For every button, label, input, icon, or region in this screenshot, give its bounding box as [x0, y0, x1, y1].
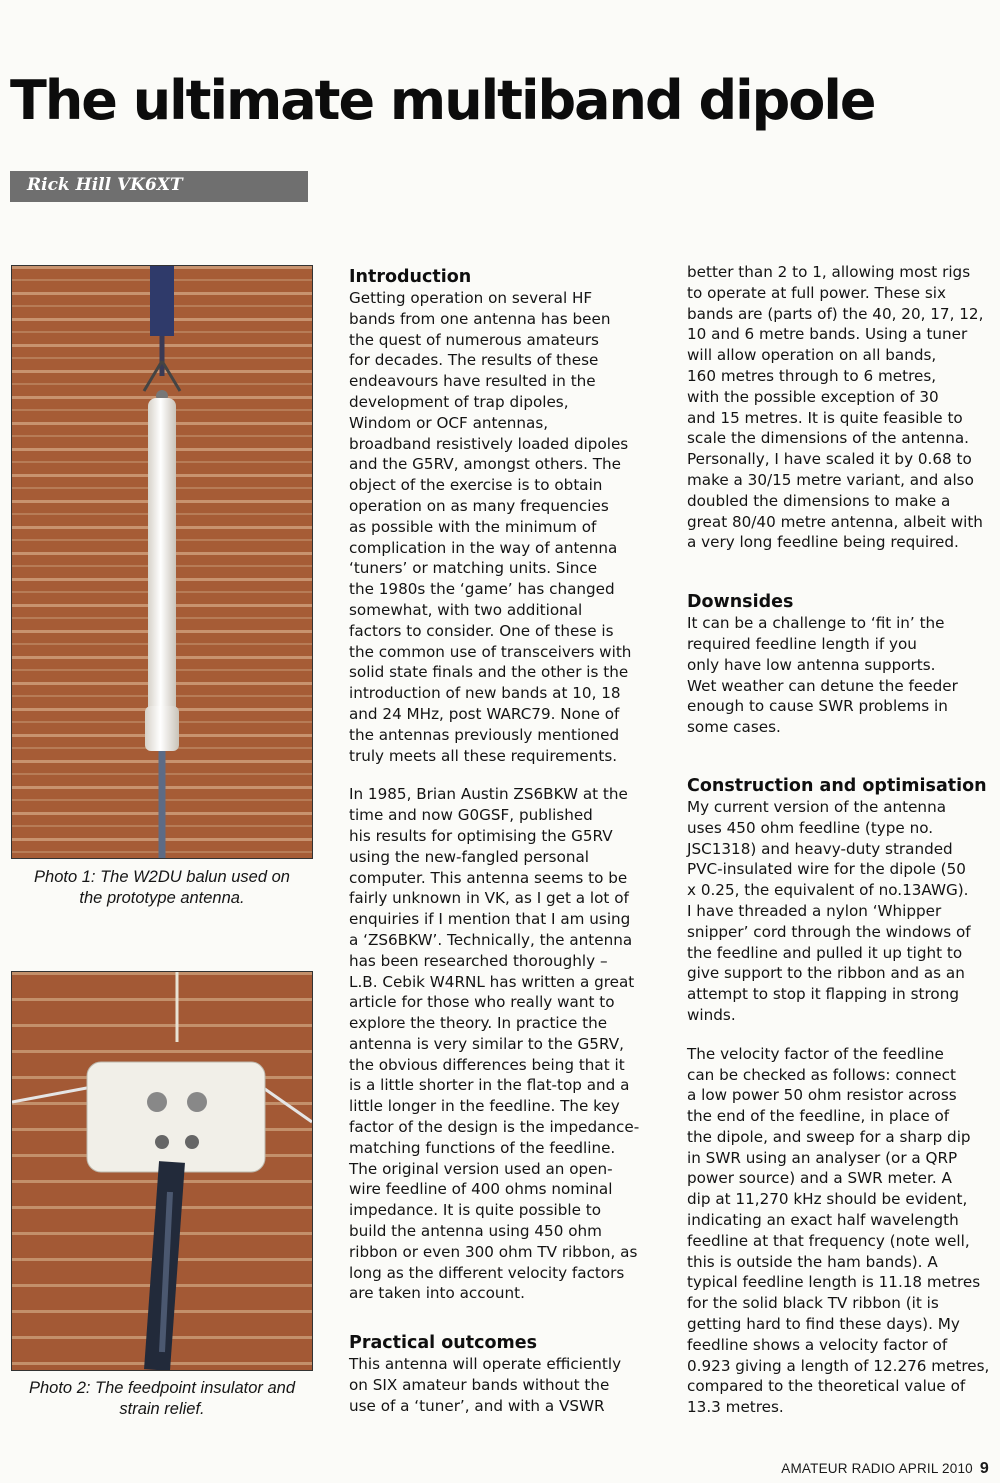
text-line: impedance. It is quite possible to — [349, 1201, 602, 1220]
downsides-paragraph — [687, 613, 982, 738]
photo-feedpoint — [11, 971, 313, 1371]
text-line: The original version used an open- — [349, 1159, 613, 1178]
text-line: feedline shows a velocity factor of — [687, 1335, 948, 1354]
text-line: a ‘ZS6BKW’. Technically, the antenna — [349, 930, 633, 949]
page-title: The ultimate multiband dipole — [10, 69, 875, 132]
text-line: operation on as many frequencies — [349, 496, 609, 515]
article-column-2 — [687, 262, 990, 1418]
text-line: article for those who really want to — [349, 993, 615, 1012]
text-line: wire feedline of 400 ohms nominal — [349, 1180, 613, 1199]
text-line: The velocity factor of the feedline — [687, 1044, 944, 1063]
text-line: ribbon or even 300 ohm TV ribbon, as — [349, 1242, 638, 1261]
text-line: enough to cause SWR problems in — [687, 697, 948, 716]
text-line: the 1980s the ‘game’ has changed — [349, 580, 615, 599]
text-line: complication in the way of antenna — [349, 538, 618, 557]
balun-illustration — [12, 266, 312, 858]
text-line: a very long feedline being required. — [687, 533, 959, 552]
caption-line: Photo 2: The feedpoint insulator and — [28, 1379, 296, 1397]
construction-paragraph-1 — [687, 797, 982, 1026]
section-heading-practical-outcomes: Practical outcomes — [349, 1333, 538, 1354]
caption-line: the prototype antenna. — [79, 889, 245, 907]
text-line: This antenna will operate efficiently — [349, 1355, 622, 1374]
text-line: object of the exercise is to obtain — [349, 476, 603, 495]
text-line: broadband resistively loaded dipoles — [349, 434, 629, 453]
text-line: the dipole, and sweep for a sharp dip — [687, 1127, 971, 1146]
text-line: 160 metres through to 6 metres, — [687, 366, 937, 385]
author-name: Rick Hill VK6XT — [27, 175, 183, 195]
text-line: the antennas previously mentioned — [349, 725, 620, 744]
text-line: compared to the theoretical value of — [687, 1377, 966, 1396]
photo-2-caption — [6, 1378, 318, 1420]
text-line: In 1985, Brian Austin ZS6BKW at the — [349, 785, 628, 804]
article-column-1 — [349, 266, 644, 1417]
text-line: explore the theory. In practice the — [349, 1014, 608, 1033]
text-line: endeavours have resulted in the — [349, 372, 596, 391]
text-line: required feedline length if you — [687, 634, 917, 653]
text-line: bands are (parts of) the 40, 20, 17, 12, — [687, 304, 984, 323]
intro-paragraph-2 — [349, 784, 644, 1304]
text-line: dip at 11,270 kHz should be evident, — [687, 1190, 968, 1209]
text-line: are taken into account. — [349, 1284, 525, 1303]
text-line: only have low antenna supports. — [687, 655, 936, 674]
text-line: and 24 MHz, post WARC79. None of — [349, 704, 620, 723]
text-line: long as the different velocity factors — [349, 1263, 625, 1282]
text-line: 0.923 giving a length of 12.276 metres, — [687, 1356, 990, 1375]
text-line: JSC1318) and heavy-duty stranded — [687, 839, 953, 858]
page-number: 9 — [979, 1460, 989, 1477]
text-line: make a 30/15 metre variant, and also — [687, 470, 974, 489]
text-line: getting hard to find these days). My — [687, 1315, 960, 1334]
text-line: matching functions of the feedline. — [349, 1138, 616, 1157]
text-line: is a little shorter in the flat-top and a — [349, 1076, 630, 1095]
text-line: with the possible exception of 30 — [687, 387, 939, 406]
text-line: the end of the feedline, in place of — [687, 1107, 950, 1126]
photo-balun — [11, 265, 313, 859]
text-line: power source) and a SWR meter. A — [687, 1169, 952, 1188]
text-line: and 15 metres. It is quite feasible to — [687, 408, 963, 427]
text-line: My current version of the antenna — [687, 797, 946, 816]
text-line: L.B. Cebik W4RNL has written a great — [349, 972, 635, 991]
text-line: 10 and 6 metre bands. Using a tuner — [687, 325, 968, 344]
text-line: winds. — [687, 1005, 736, 1024]
text-line: the quest of numerous amateurs — [349, 330, 599, 349]
text-line: doubled the dimensions to make a — [687, 491, 951, 510]
text-line: as possible with the minimum of — [349, 517, 597, 536]
text-line: somewhat, with two additional — [349, 600, 583, 619]
text-line: PVC-insulated wire for the dipole (50 — [687, 860, 966, 879]
text-line: antenna is very similar to the G5RV, — [349, 1034, 624, 1053]
text-line: introduction of new bands at 10, 18 — [349, 684, 621, 703]
text-line: uses 450 ohm feedline (type no. — [687, 818, 934, 837]
text-line: I have threaded a nylon ‘Whipper — [687, 901, 942, 920]
text-line: ‘tuners’ or matching units. Since — [349, 559, 598, 578]
text-line: for decades. The results of these — [349, 351, 599, 370]
text-line: some cases. — [687, 718, 781, 737]
text-line: solid state finals and the other is the — [349, 663, 629, 682]
text-line: will allow operation on all bands, — [687, 346, 937, 365]
author-bar — [10, 171, 308, 202]
text-line: scale the dimensions of the antenna. — [687, 429, 969, 448]
text-line: attempt to stop it flapping in strong — [687, 985, 959, 1004]
magazine-issue: AMATEUR RADIO APRIL 2010 — [781, 1461, 973, 1476]
text-line: using the new-fangled personal — [349, 847, 590, 866]
text-line: can be checked as follows: connect — [687, 1065, 956, 1084]
text-line: on SIX amateur bands without the — [349, 1376, 610, 1395]
text-line: a low power 50 ohm resistor across — [687, 1086, 957, 1105]
text-line: build the antenna using 450 ohm — [349, 1222, 602, 1241]
intro-paragraph-1 — [349, 288, 644, 766]
photo-1-caption — [14, 867, 310, 909]
feedpoint-illustration — [12, 972, 312, 1370]
construction-paragraph-2 — [687, 1044, 990, 1418]
text-line: 13.3 metres. — [687, 1398, 784, 1417]
text-line: bands from one antenna has been — [349, 309, 611, 328]
text-line: factor of the design is the impedance- — [349, 1118, 640, 1137]
text-line: great 80/40 metre antenna, albeit with — [687, 512, 983, 531]
text-line: Getting operation on several HF — [349, 289, 593, 307]
section-heading-downsides: Downsides — [687, 592, 794, 613]
text-line: fairly unknown in VK, as I get a lot of — [349, 889, 629, 908]
caption-line: strain relief. — [119, 1400, 205, 1418]
text-line: feedline at that frequency (note well, — [687, 1231, 970, 1250]
text-line: It can be a challenge to ‘fit in’ the — [687, 614, 945, 633]
text-line: indicating an exact half wavelength — [687, 1211, 959, 1230]
section-heading-introduction: Introduction — [349, 267, 472, 287]
text-line: better than 2 to 1, allowing most rigs — [687, 263, 971, 281]
text-line: to operate at full power. These six — [687, 283, 947, 302]
text-line: in SWR using an analyser (or a QRP — [687, 1148, 958, 1167]
text-line: x 0.25, the equivalent of no.13AWG). — [687, 881, 969, 900]
text-line: the obvious differences being that it — [349, 1055, 625, 1074]
text-line: use of a ‘tuner’, and with a VSWR — [349, 1396, 605, 1415]
text-line: little longer in the feedline. The key — [349, 1097, 620, 1116]
text-line: has been researched thoroughly – — [349, 951, 608, 970]
practical-paragraph-start — [349, 1354, 644, 1416]
text-line: enquiries if I mention that I am using — [349, 910, 631, 929]
practical-paragraph-end — [687, 262, 982, 553]
text-line: the feedline and pulled it up tight to — [687, 943, 963, 962]
text-line: Wet weather can detune the feeder — [687, 676, 958, 695]
text-line: Windom or OCF antennas, — [349, 413, 549, 432]
text-line: time and now G0GSF, published — [349, 806, 593, 825]
text-line: Personally, I have scaled it by 0.68 to — [687, 450, 972, 469]
text-line: his results for optimising the G5RV — [349, 826, 613, 845]
text-line: give support to the ribbon and as an — [687, 964, 965, 983]
text-line: typical feedline length is 11.18 metres — [687, 1273, 981, 1292]
text-line: this is outside the ham bands). A — [687, 1252, 938, 1271]
section-heading-construction: Construction and optimisation — [687, 775, 987, 796]
text-line: snipper’ cord through the windows of — [687, 922, 971, 941]
caption-line: Photo 1: The W2DU balun used on — [34, 868, 290, 886]
page-footer — [781, 1460, 989, 1478]
text-line: development of trap dipoles, — [349, 392, 569, 411]
text-line: the common use of transceivers with — [349, 642, 632, 661]
text-line: and the G5RV, amongst others. The — [349, 455, 621, 474]
text-line: computer. This antenna seems to be — [349, 868, 628, 887]
text-line: truly meets all these requirements. — [349, 746, 618, 765]
text-line: for the solid black TV ribbon (it is — [687, 1294, 939, 1313]
text-line: factors to consider. One of these is — [349, 621, 614, 640]
